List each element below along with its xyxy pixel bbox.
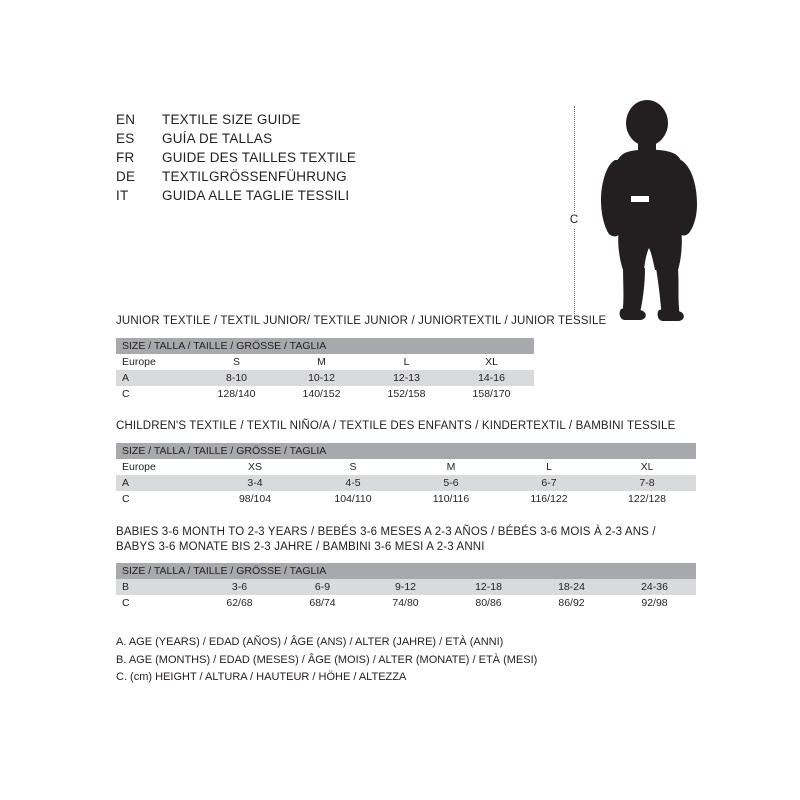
row-value: 8-10 bbox=[194, 370, 279, 386]
row-value: 12-13 bbox=[364, 370, 449, 386]
row-value: L bbox=[364, 354, 449, 370]
title-text-en: TEXTILE SIZE GUIDE bbox=[162, 112, 301, 127]
title-row-en bbox=[116, 112, 476, 131]
row-value: 12-18 bbox=[447, 579, 530, 595]
row-label: C bbox=[116, 491, 206, 507]
table-row bbox=[116, 491, 696, 507]
title-text-es: GUÍA DE TALLAS bbox=[162, 131, 273, 146]
section-heading-junior: JUNIOR TEXTILE / TEXTIL JUNIOR/ TEXTILE JUNIOR / JUNIORTEXTIL / JUNIOR TESSILE bbox=[116, 315, 607, 327]
size-header-label: SIZE / TALLA / TAILLE / GRÖSSE / TAGLIA bbox=[116, 563, 696, 579]
row-value: L bbox=[500, 459, 598, 475]
size-header-label: SIZE / TALLA / TAILLE / GRÖSSE / TAGLIA bbox=[116, 338, 534, 354]
row-value: 98/104 bbox=[206, 491, 304, 507]
row-label: A bbox=[116, 475, 206, 491]
row-value: S bbox=[194, 354, 279, 370]
table-row bbox=[116, 595, 696, 611]
table-header-row bbox=[116, 338, 534, 354]
row-label: B bbox=[116, 579, 198, 595]
row-value: 110/116 bbox=[402, 491, 500, 507]
title-row-fr bbox=[116, 150, 476, 169]
legend-item-c: C. (cm) HEIGHT / ALTURA / HAUTEUR / HÖHE / ALTEZZA bbox=[116, 671, 407, 683]
title-text-fr: GUIDE DES TAILLES TEXTILE bbox=[162, 150, 357, 165]
section-heading-babies-line2: BABYS 3-6 MONATE BIS 2-3 JAHRE / BAMBINI 3-6 MESI A 2-3 ANNI bbox=[116, 541, 485, 553]
row-value: 152/158 bbox=[364, 386, 449, 402]
row-value: XL bbox=[449, 354, 534, 370]
row-value: 62/68 bbox=[198, 595, 281, 611]
legend bbox=[116, 634, 537, 687]
row-value: 122/128 bbox=[598, 491, 696, 507]
table-row bbox=[116, 475, 696, 491]
table-row bbox=[116, 459, 696, 475]
section-heading-children: CHILDREN'S TEXTILE / TEXTIL NIÑO/A / TEXTILE DES ENFANTS / KINDERTEXTIL / BAMBINI TESSILE bbox=[116, 420, 676, 432]
title-row-es bbox=[116, 131, 476, 150]
table-header-row bbox=[116, 563, 696, 579]
table-row bbox=[116, 579, 696, 595]
children-size-table bbox=[116, 443, 696, 507]
row-value: 4-5 bbox=[304, 475, 402, 491]
row-label: C bbox=[116, 595, 198, 611]
title-row-de bbox=[116, 169, 476, 188]
row-value: 6-7 bbox=[500, 475, 598, 491]
title-lang-de: DE bbox=[116, 169, 136, 184]
row-value: 7-8 bbox=[598, 475, 696, 491]
row-value: 104/110 bbox=[304, 491, 402, 507]
row-value: 24-36 bbox=[613, 579, 696, 595]
table-header-row bbox=[116, 443, 696, 459]
row-value: 5-6 bbox=[402, 475, 500, 491]
row-value: 86/92 bbox=[530, 595, 613, 611]
row-label: A bbox=[116, 370, 194, 386]
row-value: 92/98 bbox=[613, 595, 696, 611]
legend-item-b: B. AGE (MONTHS) / EDAD (MESES) / ÂGE (MOIS) / ALTER (MONATE) / ETÀ (MESI) bbox=[116, 653, 538, 666]
measurement-label-c: C bbox=[560, 212, 588, 228]
junior-size-table bbox=[116, 338, 534, 402]
row-value: 6-9 bbox=[281, 579, 364, 595]
row-value: 80/86 bbox=[447, 595, 530, 611]
row-label: Europe bbox=[116, 459, 206, 475]
babies-size-table bbox=[116, 563, 696, 611]
title-lang-en: EN bbox=[116, 112, 136, 127]
legend-item-a: A. AGE (YEARS) / EDAD (AÑOS) / ÂGE (ANS) / ALTER (JAHRE) / ETÀ (ANNI) bbox=[116, 636, 504, 648]
row-value: 128/140 bbox=[194, 386, 279, 402]
row-label: C bbox=[116, 386, 194, 402]
row-value: 18-24 bbox=[530, 579, 613, 595]
row-value: XL bbox=[598, 459, 696, 475]
title-row-it bbox=[116, 188, 476, 207]
section-heading-babies-line1: BABIES 3-6 MONTH TO 2-3 YEARS / BEBÉS 3-6 MESES A 2-3 AÑOS / BÉBÉS 3-6 MOIS À 2-3 ANS / bbox=[116, 526, 656, 538]
row-label: Europe bbox=[116, 354, 194, 370]
row-value: 3-4 bbox=[206, 475, 304, 491]
row-value: 14-16 bbox=[449, 370, 534, 386]
row-value: M bbox=[279, 354, 364, 370]
title-text-it: GUIDA ALLE TAGLIE TESSILI bbox=[162, 188, 350, 203]
row-value: 68/74 bbox=[281, 595, 364, 611]
row-value: S bbox=[304, 459, 402, 475]
row-value: 74/80 bbox=[364, 595, 447, 611]
row-value: XS bbox=[206, 459, 304, 475]
title-lang-it: IT bbox=[116, 188, 129, 203]
row-value: 140/152 bbox=[279, 386, 364, 402]
row-value: M bbox=[402, 459, 500, 475]
title-text-de: TEXTILGRÖSSENFÜHRUNG bbox=[162, 169, 347, 184]
size-header-label: SIZE / TALLA / TAILLE / GRÖSSE / TAGLIA bbox=[116, 443, 696, 459]
row-value: 158/170 bbox=[449, 386, 534, 402]
row-value: 116/122 bbox=[500, 491, 598, 507]
title-block bbox=[116, 112, 476, 207]
row-value: 9-12 bbox=[364, 579, 447, 595]
table-row bbox=[116, 354, 534, 370]
table-row bbox=[116, 370, 534, 386]
row-value: 10-12 bbox=[279, 370, 364, 386]
height-measurement-figure bbox=[545, 100, 730, 325]
child-silhouette-icon bbox=[585, 100, 720, 322]
table-row bbox=[116, 386, 534, 402]
row-value: 3-6 bbox=[198, 579, 281, 595]
section-heading-babies bbox=[116, 525, 656, 555]
title-lang-es: ES bbox=[116, 131, 135, 146]
title-lang-fr: FR bbox=[116, 150, 135, 165]
